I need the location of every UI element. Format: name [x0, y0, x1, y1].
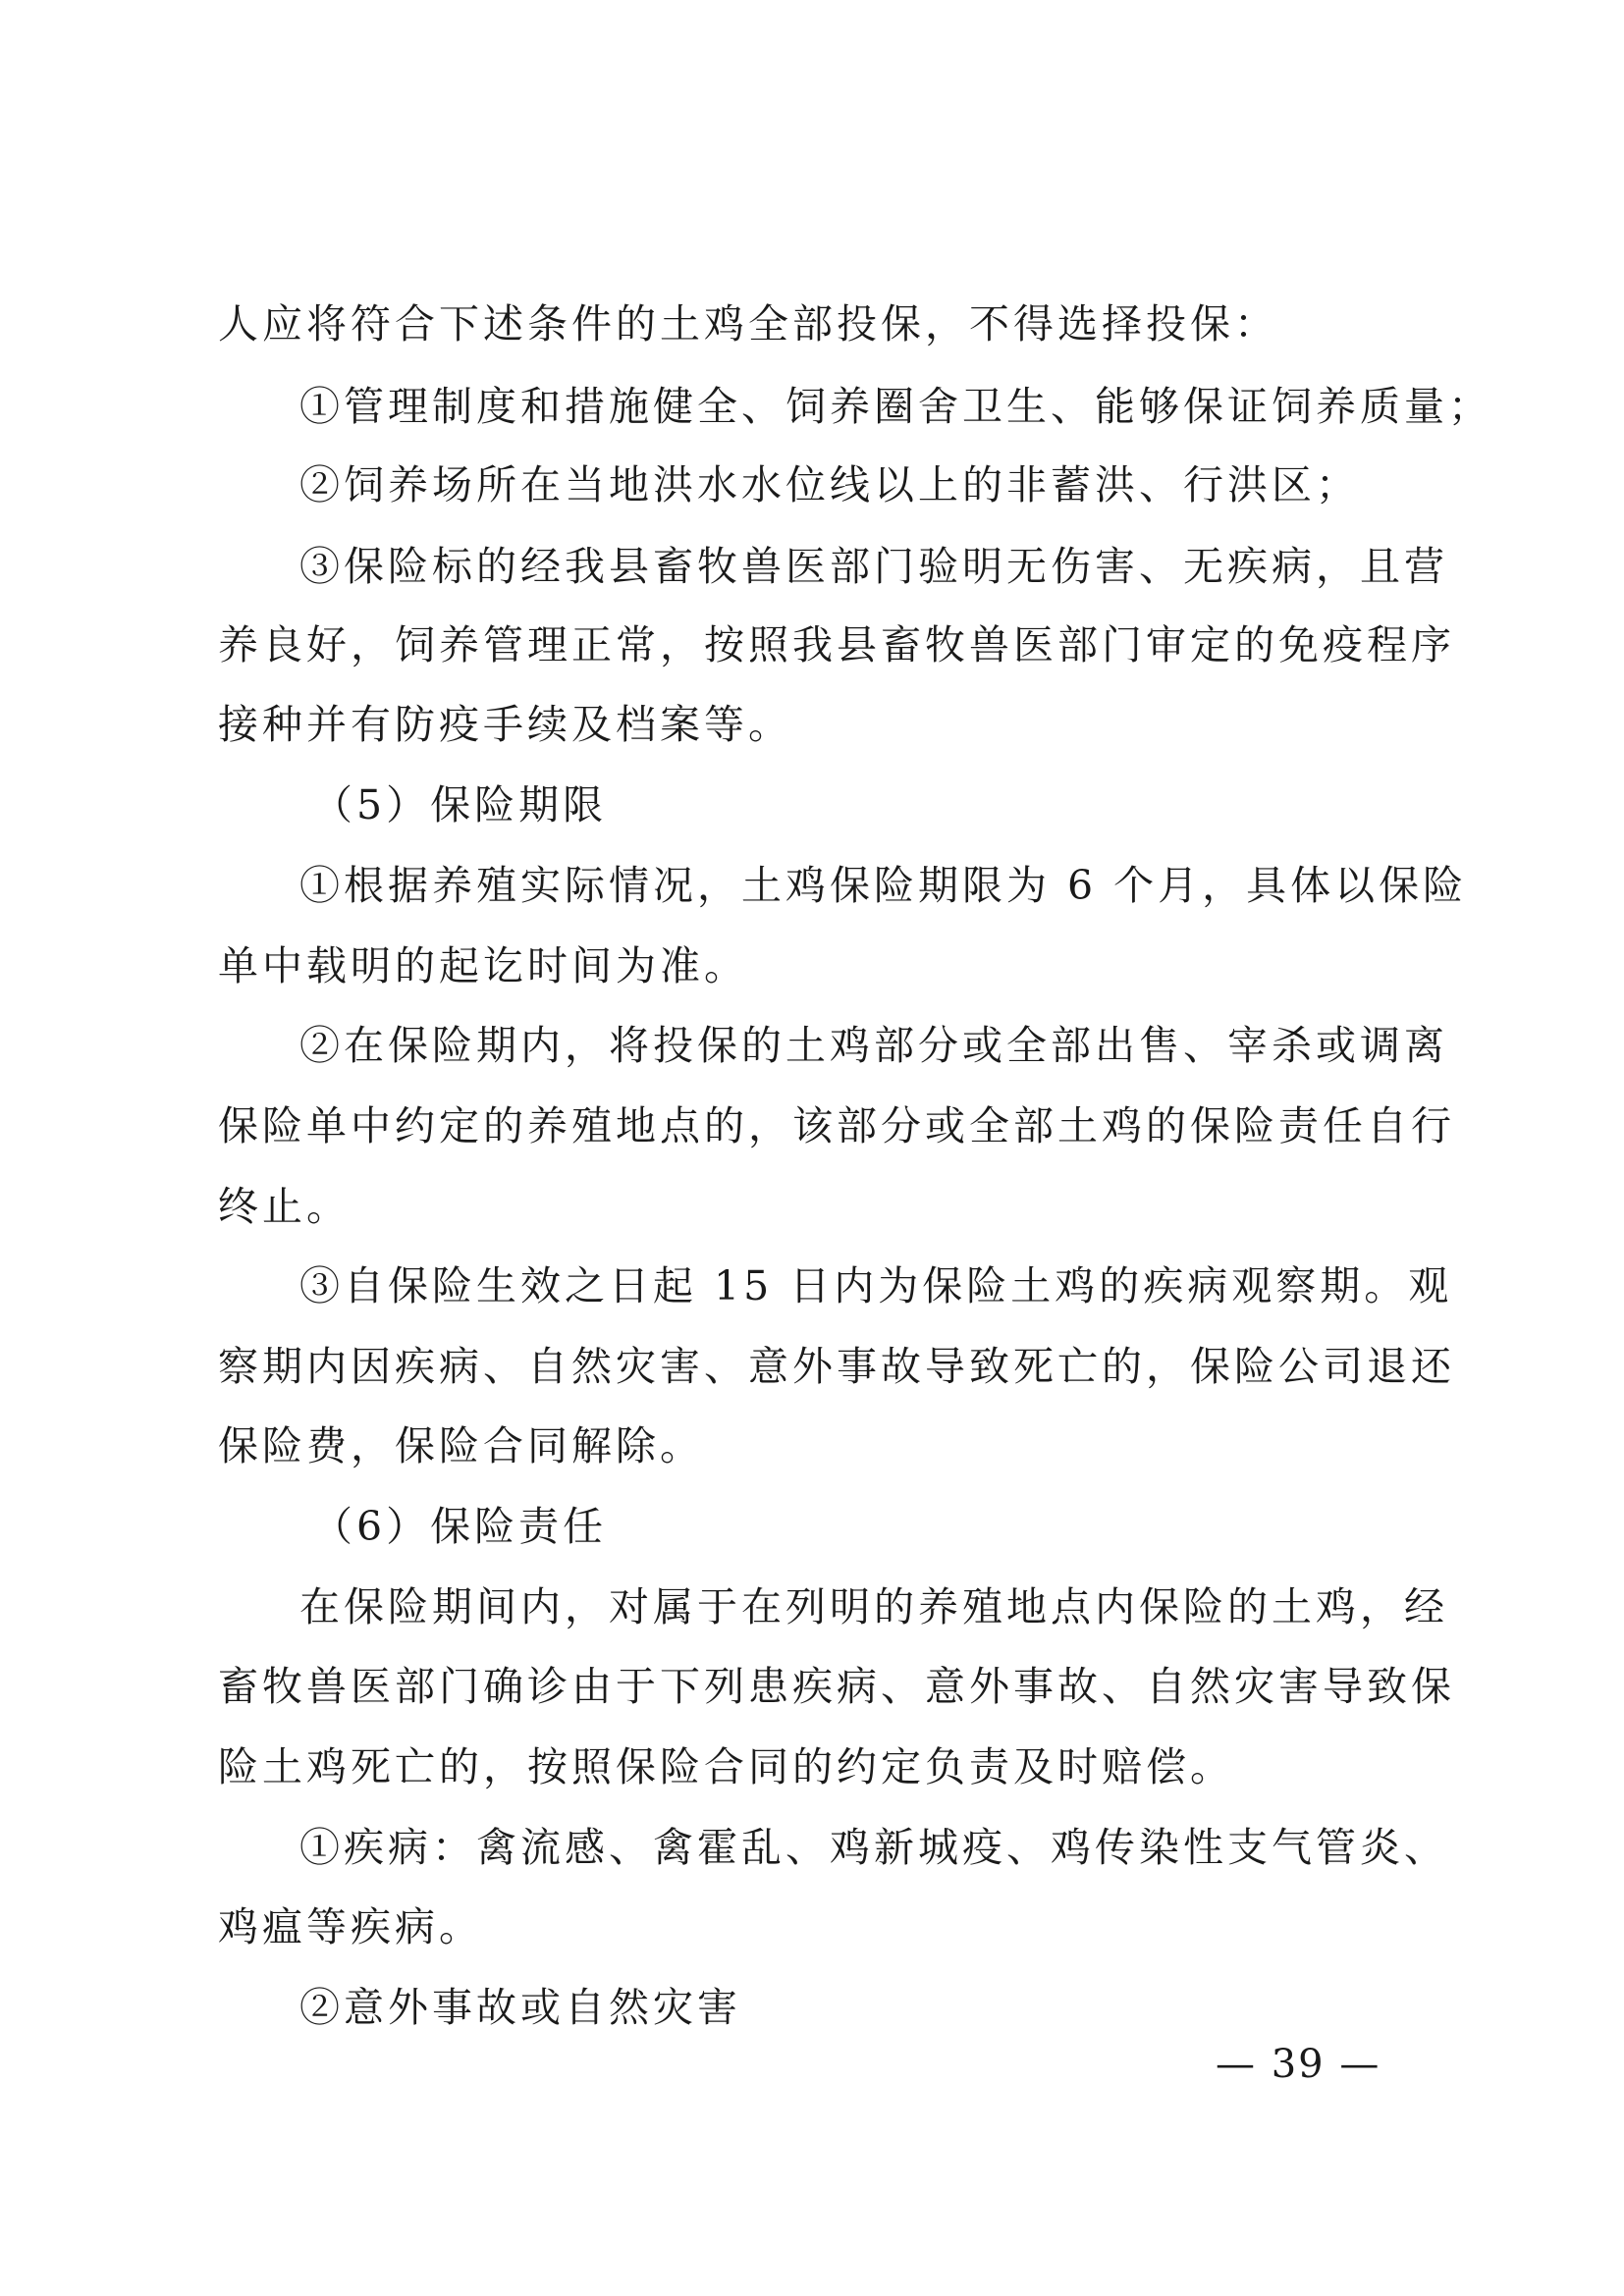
text-line: 察期内因疾病、自然灾害、意外事故导致死亡的，保险公司退还 [218, 1343, 1455, 1390]
list-item-line: ①疾病：禽流感、禽霍乱、鸡新城疫、鸡传染性支气管炎、 [299, 1824, 1448, 1871]
section-heading: （5）保险期限 [312, 781, 608, 828]
text-line: 畜牧兽医部门确诊由于下列患疾病、意外事故、自然灾害导致保 [218, 1663, 1455, 1710]
text-line: 养良好，饲养管理正常，按照我县畜牧兽医部门审定的免疫程序 [218, 621, 1455, 668]
list-item-line: ②意外事故或自然灾害 [299, 1984, 741, 2031]
list-item-line: ①根据养殖实际情况，土鸡保险期限为 6 个月，具体以保险 [299, 862, 1468, 909]
section-heading: （6）保险责任 [312, 1503, 608, 1550]
list-item-line: ③保险标的经我县畜牧兽医部门验明无伤害、无疾病，且营 [299, 543, 1448, 590]
list-item-line: ②在保险期内，将投保的土鸡部分或全部出售、宰杀或调离 [299, 1022, 1448, 1069]
paragraph-first-line: 在保险期间内，对属于在列明的养殖地点内保险的土鸡，经 [299, 1583, 1448, 1630]
text-line: 保险单中约定的养殖地点的，该部分或全部土鸡的保险责任自行 [218, 1102, 1455, 1149]
page-number: — 39 — [1216, 2042, 1381, 2087]
list-item-line: ③自保险生效之日起 15 日内为保险土鸡的疾病观察期。观 [299, 1262, 1453, 1309]
list-item-line: ②饲养场所在当地洪水水位线以上的非蓄洪、行洪区； [299, 461, 1360, 508]
text-line: 终止。 [218, 1183, 351, 1230]
text-line: 鸡瘟等疾病。 [218, 1903, 483, 1950]
list-item-line: ①管理制度和措施健全、饲养圈舍卫生、能够保证饲养质量； [299, 383, 1492, 430]
text-line: 险土鸡死亡的，按照保险合同的约定负责及时赔偿。 [218, 1743, 1234, 1790]
text-line: 保险费，保险合同解除。 [218, 1422, 704, 1469]
text-line: 人应将符合下述条件的土鸡全部投保，不得选择投保： [218, 300, 1278, 347]
text-line: 单中载明的起讫时间为准。 [218, 942, 748, 989]
text-line: 接种并有防疫手续及档案等。 [218, 701, 792, 748]
